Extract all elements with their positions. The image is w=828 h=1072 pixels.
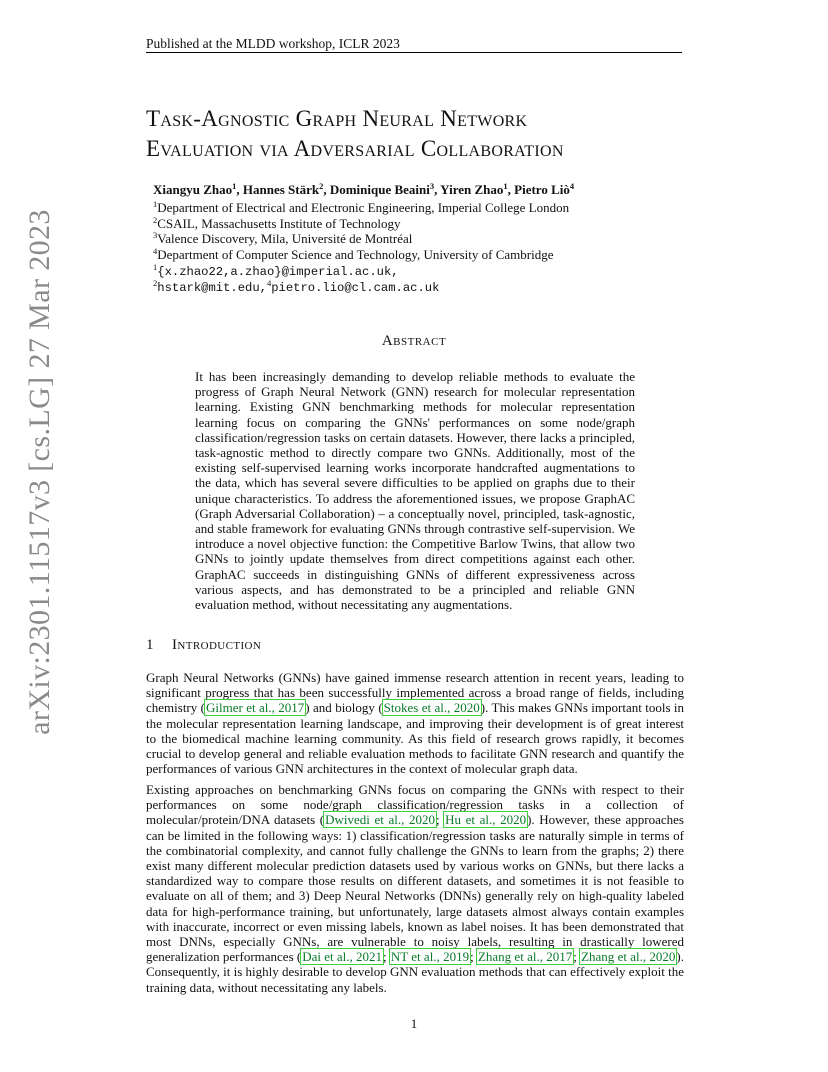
intro-paragraph-1 <box>146 670 684 776</box>
citation-link[interactable]: Stokes et al., 2020 <box>383 700 480 716</box>
intro-paragraph-2 <box>146 782 684 995</box>
email-sup: 2 <box>153 278 158 288</box>
citation-link[interactable]: Hu et al., 2020 <box>445 812 527 828</box>
text-run: ; <box>435 812 445 828</box>
affiliation <box>153 216 401 232</box>
arxiv-stamp-text: arXiv:2301.11517v3 [cs.LG] 27 Mar 2023 <box>23 209 56 735</box>
author-sup: 1 <box>232 181 237 191</box>
abstract-body: It has been increasingly demanding to develop reliable methods to evaluate the progress of Graph Neural Network (GNN) research for molecular representation learning. Existing GNN benchmarking methods for molecular representation learning focus on comparing the GNNs' performances on some node/graph classification/regression tasks on certain datasets. However, there lacks a principled, task-agnostic method to directly compare two GNNs. Additionally, most of the existing self-supervised learning works incorporate handcrafted augmentations to the data, which has several severe difficulties to be applied on graphs due to their unique characteristics. To address the aforementioned issues, we propose GraphAC (Graph Adversarial Collaboration) – a conceptually novel, principled, task-agnostic, and stable framework for evaluating GNNs through contrastive self-supervision. We introduce a novel objective function: the Competitive Barlow Twins, that allow two GNNs to jointly update themselves from direct competitions against each other. GraphAC succeeds in distinguishing GNNs of different expressiveness across various aspects, and has demonstrated to be a principled and reliable GNN evaluation method, without necessitating any augmentations. <box>195 369 635 613</box>
email-sup: 4 <box>266 278 272 288</box>
section-heading <box>146 637 261 654</box>
affiliation-sup: 4 <box>153 246 158 256</box>
text-run: Graph Neural Networks (GNNs) have gained immense research attention in recent years, leading to significant progress that has been successfully implemented across a broad range of fields, including chemistry ( <box>146 670 684 716</box>
header-rule <box>146 52 682 53</box>
text-run: ; <box>383 949 390 965</box>
author-sup: 1 <box>503 181 508 191</box>
affiliation-sup: 1 <box>153 199 158 209</box>
author-sep: , <box>507 182 515 197</box>
author-sup: 3 <box>429 181 435 191</box>
citation-link[interactable]: Gilmer et al., 2017 <box>206 700 305 716</box>
citation-link[interactable]: NT et al., 2019 <box>390 949 470 965</box>
citation-link[interactable]: Dwivedi et al., 2020 <box>325 812 435 828</box>
author-list <box>153 182 574 198</box>
citation-link[interactable]: Zhang et al., 2020 <box>581 949 676 965</box>
affiliation-sup: 2 <box>153 215 158 225</box>
author-name: Pietro Liò <box>514 182 570 197</box>
email-line-2 <box>153 279 439 295</box>
author-sep: , <box>323 182 330 197</box>
citation-link[interactable]: Dai et al., 2021 <box>302 949 383 965</box>
author-name: Xiangyu Zhao <box>153 182 233 197</box>
text-run: ). However, these approaches can be limited in the following ways: 1) classification/regression tasks are naturally simple in terms of the combinatorial complexity, and cannot fully challenge the GNNs to learn from the graphs; 2) there exist many different molecular prediction datasets used by various works on GNNs, but there lacks a standardized way to compare those results on different datasets, and sometimes it is not feasible to evaluate on all of them; and 3) Deep Neural Networks (DNNs) generally rely on high-quality labeled data for high-performance training, but unfortunately, large datasets almost always contain examples with inaccurate, incorrect or even missing labels, known as label noises. It has been demonstrated that most DNNs, especially GNNs, are vulnerable to noisy labels, resulting in drastically lowered generalization performances ( <box>146 812 684 965</box>
affiliation-text: CSAIL, Massachusetts Institute of Technology <box>157 216 401 231</box>
author-name: Hannes Stärk <box>242 182 320 197</box>
title-line-2: Evaluation via Adversarial Collaboration <box>146 136 564 161</box>
affiliation <box>153 200 569 216</box>
email-sup: 1 <box>153 262 158 272</box>
author-name: Yiren Zhao <box>440 182 504 197</box>
text-run: Existing approaches on benchmarking GNNs focus on comparing the GNNs with respect to their performances on some node/graph classification/regression tasks in a collection of molecular/protein/DNA datasets ( <box>146 782 684 828</box>
author-sep: , <box>236 182 243 197</box>
email-address[interactable]: {x.zhao22,a.zhao}@imperial.ac.uk, <box>157 265 399 279</box>
text-run: ). This makes GNNs important tools in the molecular representation learning landscape, and improving their development is of great interest to the biomedical machine learning community. As this field of research grows rapidly, it becomes crucial to develop general and reliable evaluation methods to facilitate GNN research and quantify the performances of various GNN architectures in the context of molecular graph data. <box>146 700 685 777</box>
section-title: Introduction <box>172 637 262 653</box>
text-run: ) and biology ( <box>305 700 383 716</box>
email-line-1 <box>153 263 399 279</box>
author-name: Dominique Beaini <box>329 182 430 197</box>
affiliation-text: Valence Discovery, Mila, Université de Montréal <box>157 231 413 246</box>
affiliation-text: Department of Computer Science and Technology, University of Cambridge <box>157 247 554 262</box>
email-address[interactable]: pietro.lio@cl.cam.ac.uk <box>271 281 440 295</box>
text-run: ; <box>573 949 581 965</box>
section-number: 1 <box>146 637 154 653</box>
affiliation-sup: 3 <box>153 230 158 240</box>
author-sup: 4 <box>569 181 575 191</box>
title-line-1: Task-Agnostic Graph Neural Network <box>146 106 528 131</box>
abstract-heading: Abstract <box>381 333 447 349</box>
paper-title <box>146 104 686 164</box>
page-number: 1 <box>410 1016 418 1031</box>
affiliation <box>153 231 412 247</box>
author-sup: 2 <box>319 181 324 191</box>
text-run: ). Consequently, it is highly desirable to develop GNN evaluation methods that can effectively exploit the training data, without necessitating any labels. <box>146 949 684 995</box>
email-address[interactable]: hstark@mit.edu, <box>157 281 267 295</box>
citation-link[interactable]: Zhang et al., 2017 <box>477 949 573 965</box>
affiliation-text: Department of Electrical and Electronic Engineering, Imperial College London <box>157 200 570 215</box>
author-sep: , <box>434 182 441 197</box>
text-run: ; <box>470 949 477 965</box>
affiliation <box>153 247 553 263</box>
running-header: Published at the MLDD workshop, ICLR 2023 <box>146 36 400 51</box>
